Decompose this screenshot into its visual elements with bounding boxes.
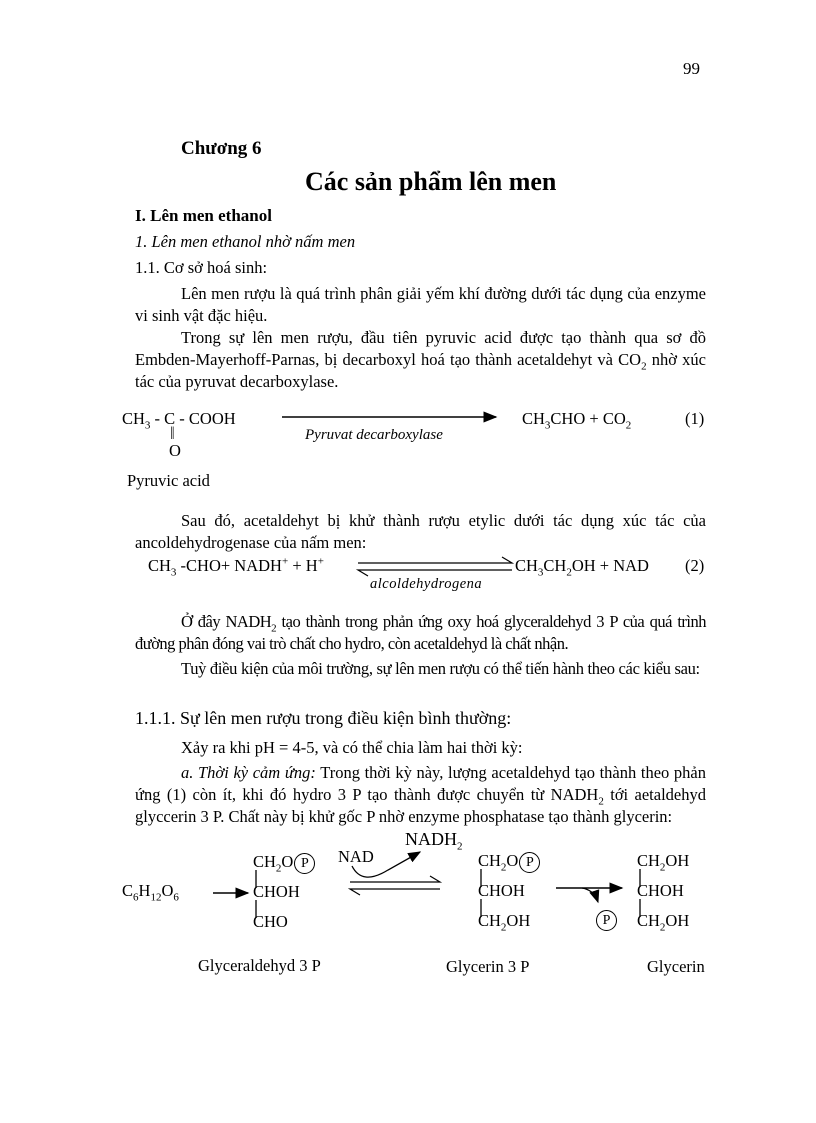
phosphate-release-arrow <box>582 888 598 902</box>
nad-curved-arrow <box>352 852 420 877</box>
subsection-heading: 1. Lên men ethanol nhờ nấm men <box>135 232 356 251</box>
reaction-1-substrate-label: Pyruvic acid <box>127 471 210 490</box>
reaction-2-reverse-arrow <box>358 570 512 576</box>
reaction-1-enzyme: Pyruvat decarboxylase <box>305 427 443 443</box>
scheme-reverse-arrow <box>350 889 440 895</box>
chapter-title: Các sản phẩm lên men <box>305 167 557 196</box>
reaction-1-double-bond: || <box>170 425 174 440</box>
reaction-2-number: (2) <box>685 556 705 575</box>
scheme-col3-chohl: CHOH <box>637 881 684 900</box>
scheme-col2-ch2o: $CH_2O$ P <box>478 850 540 873</box>
scheme-label-glyceraldehyd: Glyceraldehyd 3 P <box>198 956 321 975</box>
scheme-label-glycerin: Glycerin <box>647 957 705 976</box>
paragraph-4: Ở đây $NADH_2$ tạo thành trong phản ứng oxy hoá glyceraldehyd 3 P của quá trình đường phân đóng vai trò chất cho hydro, còn acetaldehyd là chất nhận. <box>135 612 707 653</box>
phosphate-circle: P <box>294 853 315 874</box>
scheme-col3-ch2oh-top: $CH_2OH$ <box>637 851 690 874</box>
scheme-nad: NAD <box>338 847 374 866</box>
section-heading: I. Lên men ethanol <box>135 206 272 225</box>
scheme-col1-ch2o: $CH_2O$ P <box>253 851 315 874</box>
paragraph-2-subscript: 2 <box>641 360 647 373</box>
page-number: 99 <box>683 59 700 78</box>
reaction-2-forward-arrow <box>358 557 512 563</box>
scheme-col1-cho: CHO <box>253 912 288 931</box>
scheme-col1-chohl: CHOH <box>253 882 300 901</box>
scheme-col2-chohl: CHOH <box>478 881 525 900</box>
scheme-nadh2: $NADH_2$ <box>405 829 463 853</box>
subsubsection-heading: 1.1. Cơ sở hoá sinh: <box>135 258 268 277</box>
paragraph-2-text: Trong sự lên men rượu, đầu tiên pyruvic acid được tạo thành qua sơ đồ Embden-Mayerhoff-Parnas, bị decarboxyl hoá tạo thành acetaldehyt và CO <box>135 328 706 369</box>
scheme-col2-ch2oh: $CH_2OH$ <box>478 911 531 934</box>
paragraph-5: Tuỳ điều kiện của môi trường, sự lên men rượu có thể tiến hành theo các kiểu sau: <box>181 659 700 678</box>
reaction-2-enzyme: alcoldehydrogena <box>370 576 483 592</box>
phosphate-circle: P <box>519 852 540 873</box>
scheme-label-glycerin-3p: Glycerin 3 P <box>446 957 530 976</box>
scheme-glucose: $C_6H_{12}O_6$ <box>122 881 179 904</box>
phosphate-circle: P <box>596 910 617 931</box>
reaction-1-oxygen: O <box>169 441 181 460</box>
reaction-1-lhs: $CH_3$ - C - COOH <box>122 409 236 432</box>
chapter-label: Chương 6 <box>181 138 262 159</box>
reaction-2-lhs: $CH_3$ -CHO+ NADH+ + H+ <box>148 555 324 579</box>
heading-1-1-1: 1.1.1. Sự lên men rượu trong điều kiện bình thường: <box>135 708 512 728</box>
paragraph-2-text-end: nhờ xúc tác của pyruvat decarboxylase. <box>135 350 706 391</box>
paragraph-1-text: Lên men rượu là quá trình phân giải yếm khí đường dưới tác dụng của enzyme vi sinh vật đặc hiệu. <box>135 284 706 325</box>
scheme-col3-ch2oh-bottom: $CH_2OH$ <box>637 911 690 934</box>
paragraph-3-text: Sau đó, acetaldehyt bị khử thành rượu etylic dưới tác dụng xúc tác của ancoldehydrogenase của nấm men: <box>135 511 706 552</box>
paragraph-7: a. Thời kỳ cảm ứng: Trong thời kỳ này, lượng acetaldehyd tạo thành theo phản ứng (1) còn ít, khi đó hydro 3 P tạo thành được chuyển từ $NADH_2$ tới aetaldehyd glyccerin 3 P. Chất này bị khử gốc P nhờ enzyme phosphatase tạo thành glycerin: <box>135 763 707 826</box>
reaction-1-number: (1) <box>685 409 705 428</box>
paragraph-6: Xảy ra khi pH = 4-5, và có thể chia làm hai thời kỳ: <box>181 738 523 757</box>
reaction-2-rhs: $CH_3CH_2OH$ + NAD <box>515 556 649 579</box>
reaction-1-rhs: $CH_3CHO + CO_2$ <box>522 409 632 432</box>
